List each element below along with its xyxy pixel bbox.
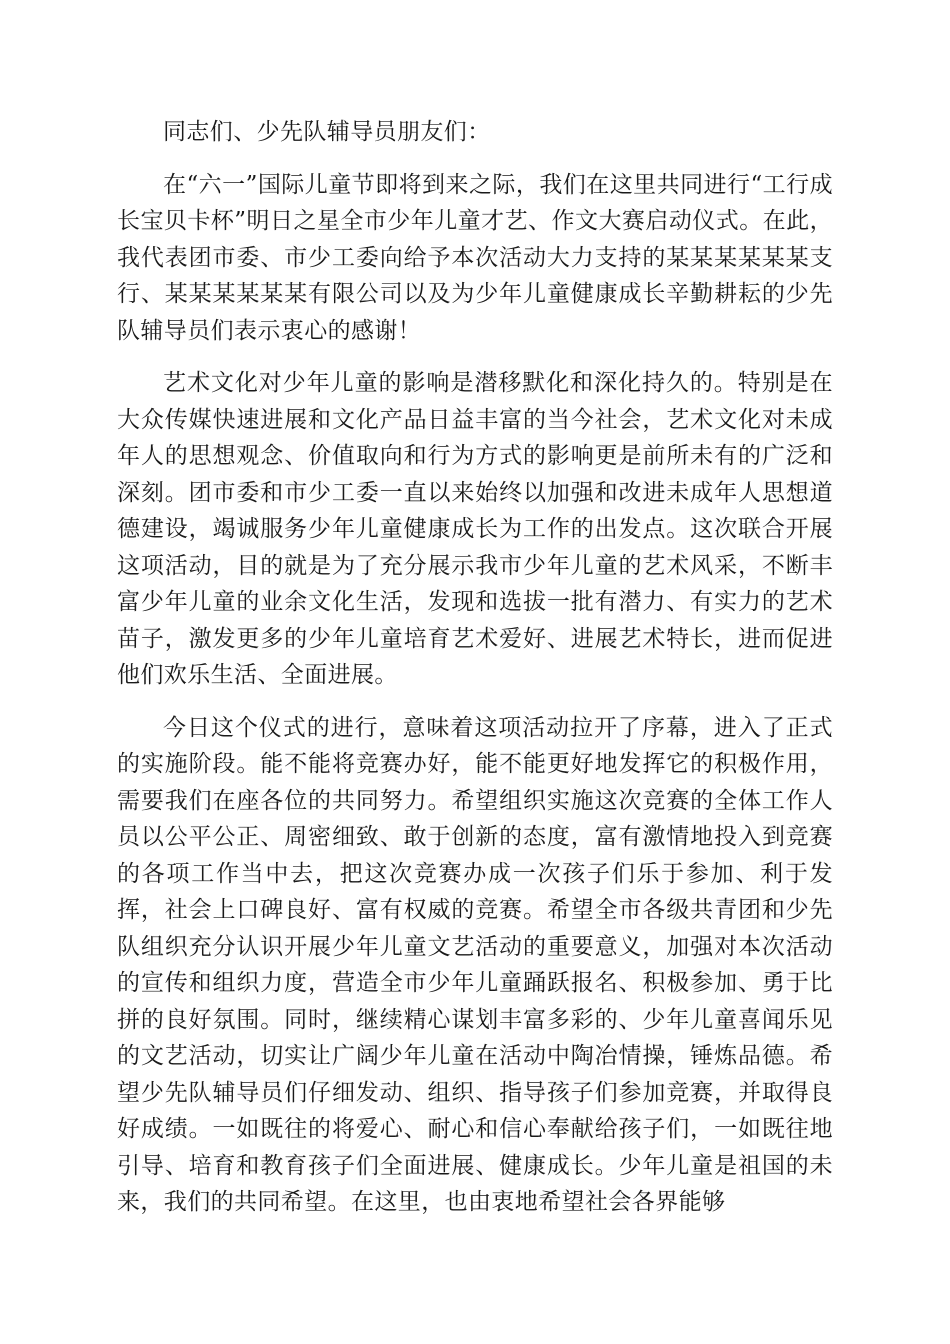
paragraph-3: 今日这个仪式的进行，意味着这项活动拉开了序幕，进入了正式的实施阶段。能不能将竞赛办好，能不能更好地发挥它的积极作用，需要我们在座各位的共同努力。希望组织实施这次竞赛的全体工作人员以公平公正、周密细致、敢于创新的态度，富有激情地投入到竞赛的各项工作当中去，把这次竞赛办成一次孩子们乐于参加、利于发挥，社会上口碑良好、富有权威的竞赛。希望全市各级共青团和少先队组织充分认识开展少年儿童文艺活动的重要意义，加强对本次活动的宣传和组织力度，营造全市少年儿童踊跃报名、积极参加、勇于比拼的良好氛围。同时，继续精心谋划丰富多彩的、少年儿童喜闻乐见的文艺活动，切实让广阔少年儿童在活动中陶冶情操，锤炼品德。希望少先队辅导员们仔细发动、组织、指导孩子们参加竞赛，并取得良好成绩。一如既往的将爱心、耐心和信心奉献给孩子们，一如既往地引导、培育和教育孩子们全面进展、健康成长。少年儿童是祖国的未来，我们的共同希望。在这里，也由衷地希望社会各界能够 — [117, 714, 833, 1215]
salutation: 同志们、少先队辅导员朋友们： — [163, 119, 491, 145]
document-body — [117, 114, 833, 1237]
paragraph-1: 在“六一”国际儿童节即将到来之际，我们在这里共同进行“工行成长宝贝卡杯”明日之星全市少年儿童才艺、作文大赛启动仪式。在此，我代表团市委、市少工委向给予本次活动大力支持的某某某某某某支行、某某某某某某有限公司以及为少年儿童健康成长辛勤耕耘的少先队辅导员们表示衷心的感谢！ — [117, 171, 833, 344]
paragraph-2: 艺术文化对少年儿童的影响是潜移默化和深化持久的。特别是在大众传媒快速进展和文化产品日益丰富的当今社会，艺术文化对未成年人的思想观念、价值取向和行为方式的影响更是前所未有的广泛和深刻。团市委和市少工委一直以来始终以加强和改进未成年人思想道德建设，竭诚服务少年儿童健康成长为工作的出发点。这次联合开展这项活动，目的就是为了充分展示我市少年儿童的艺术风采，不断丰富少年儿童的业余文化生活，发现和选拔一批有潜力、有实力的艺术苗子，激发更多的少年儿童培育艺术爱好、进展艺术特长，进而促进他们欢乐生活、全面进展。 — [117, 370, 833, 688]
